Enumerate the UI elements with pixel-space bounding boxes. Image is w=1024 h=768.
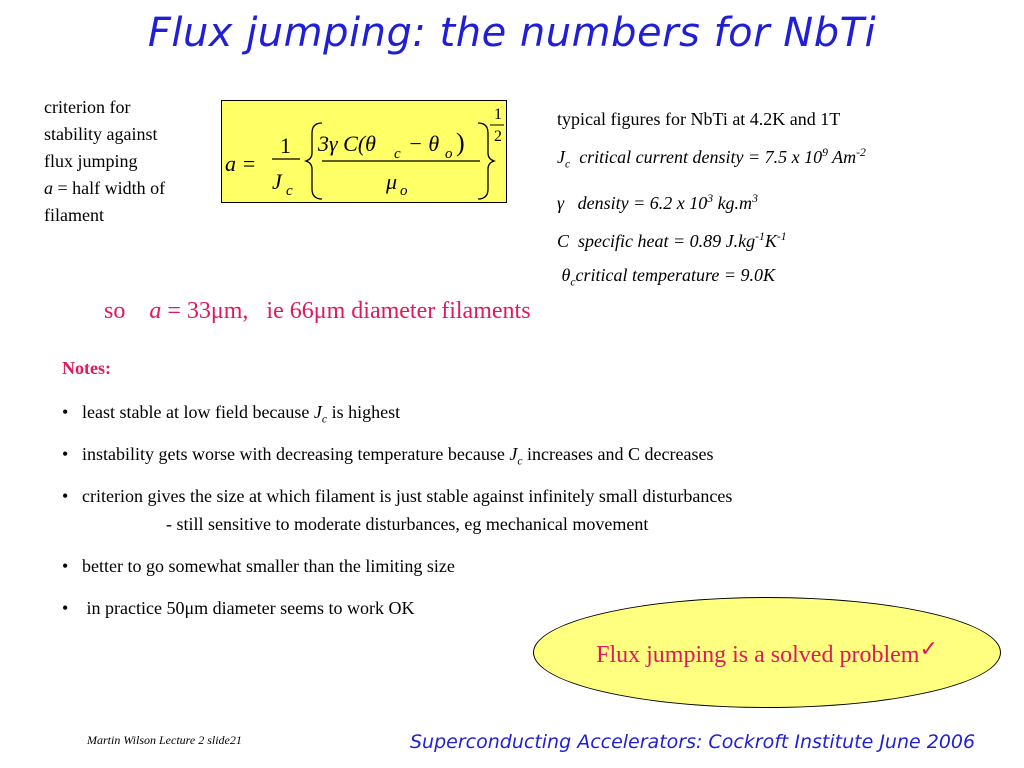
gamma-unit: kg.m — [713, 192, 753, 213]
jc-exp: 9 — [822, 146, 828, 159]
note-item — [62, 444, 713, 468]
gamma-text: density = 6.2 x 10 — [577, 192, 708, 213]
criterion-line — [44, 175, 165, 202]
note-text: increases and C decreases — [522, 444, 714, 464]
criterion-text — [44, 94, 165, 229]
note-text: in practice 50μm diameter seems to work OK — [82, 598, 415, 618]
note-item — [62, 486, 732, 507]
bullet: • — [62, 444, 69, 464]
note-text: criterion gives the size at which filament is just stable against infinitely small disturbances — [82, 486, 733, 506]
typical-theta — [557, 258, 866, 300]
c-exp1: -1 — [755, 229, 765, 243]
gamma-exp: 3 — [707, 191, 714, 205]
formula-box — [221, 100, 507, 203]
jc-unit: Am — [827, 147, 857, 167]
formula-mu-sub: o — [400, 183, 408, 199]
result-line — [104, 298, 531, 325]
bullet: • — [62, 556, 69, 576]
footer-course: Superconducting Accelerators: Cockroft Institute June 2006 — [410, 731, 976, 753]
note-text: instability gets worse with decreasing temperature because — [82, 444, 510, 464]
jc-unit-exp: -2 — [856, 146, 866, 159]
result-so: so — [104, 298, 126, 324]
callout-text — [533, 637, 1001, 669]
criterion-line: flux jumping — [44, 151, 138, 171]
callout-label: Flux jumping is a solved problem — [596, 642, 920, 668]
bullet: • — [62, 598, 69, 618]
note-item — [62, 556, 455, 577]
note-J: J — [509, 444, 518, 464]
exp-numerator: 1 — [494, 106, 502, 123]
formula-numerator: 3γ C(θ — [318, 131, 376, 156]
formula-J: J — [272, 169, 282, 194]
formula-one: 1 — [280, 133, 291, 158]
criterion-line: criterion for — [44, 97, 131, 117]
formula-c-sub2: c — [394, 146, 401, 162]
note-item — [62, 402, 400, 426]
jc-text: critical current density = 7.5 x 10 — [579, 147, 823, 167]
note-text: is highest — [327, 402, 401, 422]
theta-symbol: θ — [561, 264, 571, 285]
c-exp2: -1 — [776, 229, 787, 243]
jc-symbol: J — [557, 147, 565, 167]
typical-gamma — [557, 182, 866, 220]
result-value: = 33μm, — [161, 298, 249, 324]
notes-title: Notes: — [62, 358, 111, 378]
gamma-symbol: γ — [557, 192, 565, 213]
gamma-unit-exp: 3 — [752, 191, 758, 205]
theta-sub: c — [570, 275, 576, 289]
bullet: • — [62, 402, 69, 422]
jc-sub: c — [565, 157, 571, 171]
typical-jc — [557, 136, 866, 182]
c-symbol: C — [557, 230, 570, 251]
formula-o-sub: o — [445, 146, 453, 162]
result-a: a — [149, 298, 162, 324]
footer-author: Martin Wilson Lecture 2 slide21 — [87, 733, 242, 747]
note-item — [62, 598, 415, 619]
c-text: specific heat = 0.89 J.kg — [578, 230, 756, 251]
criterion-line: filament — [44, 205, 104, 225]
formula-svg — [222, 101, 508, 204]
typical-figures — [557, 102, 866, 299]
checkmark-icon: ✓ — [919, 637, 938, 662]
right-brace — [478, 123, 494, 199]
formula-close-paren: ) — [456, 128, 465, 157]
exp-denominator: 2 — [494, 128, 502, 145]
notes-section — [62, 358, 733, 618]
criterion-def: = half width of — [53, 178, 166, 198]
result-diameter: ie 66μm diameter filaments — [266, 298, 531, 324]
note-text: least stable at low field because — [82, 402, 314, 422]
typical-heading: typical figures for NbTi at 4.2K and 1T — [557, 109, 841, 129]
bullet: • — [62, 486, 69, 506]
typical-c — [557, 220, 866, 258]
formula-lhs: a = — [225, 151, 257, 176]
note-subline: - still sensitive to moderate disturbances, eg mechanical movement — [166, 514, 649, 534]
note-J: J — [313, 402, 322, 422]
var-a: a — [44, 178, 53, 198]
criterion-line: stability against — [44, 124, 158, 144]
formula-minus-theta: − θ — [408, 131, 440, 156]
theta-text: critical temperature = 9.0K — [575, 264, 775, 285]
note-c: c — [321, 412, 328, 426]
slide-title: Flux jumping: the numbers for NbTi — [147, 10, 877, 56]
note-c: c — [517, 454, 523, 468]
note-text: better to go somewhat smaller than the limiting size — [82, 556, 455, 576]
formula-c-sub: c — [286, 183, 293, 199]
formula-mu: μ — [386, 169, 398, 194]
c-unit: K — [764, 230, 777, 251]
